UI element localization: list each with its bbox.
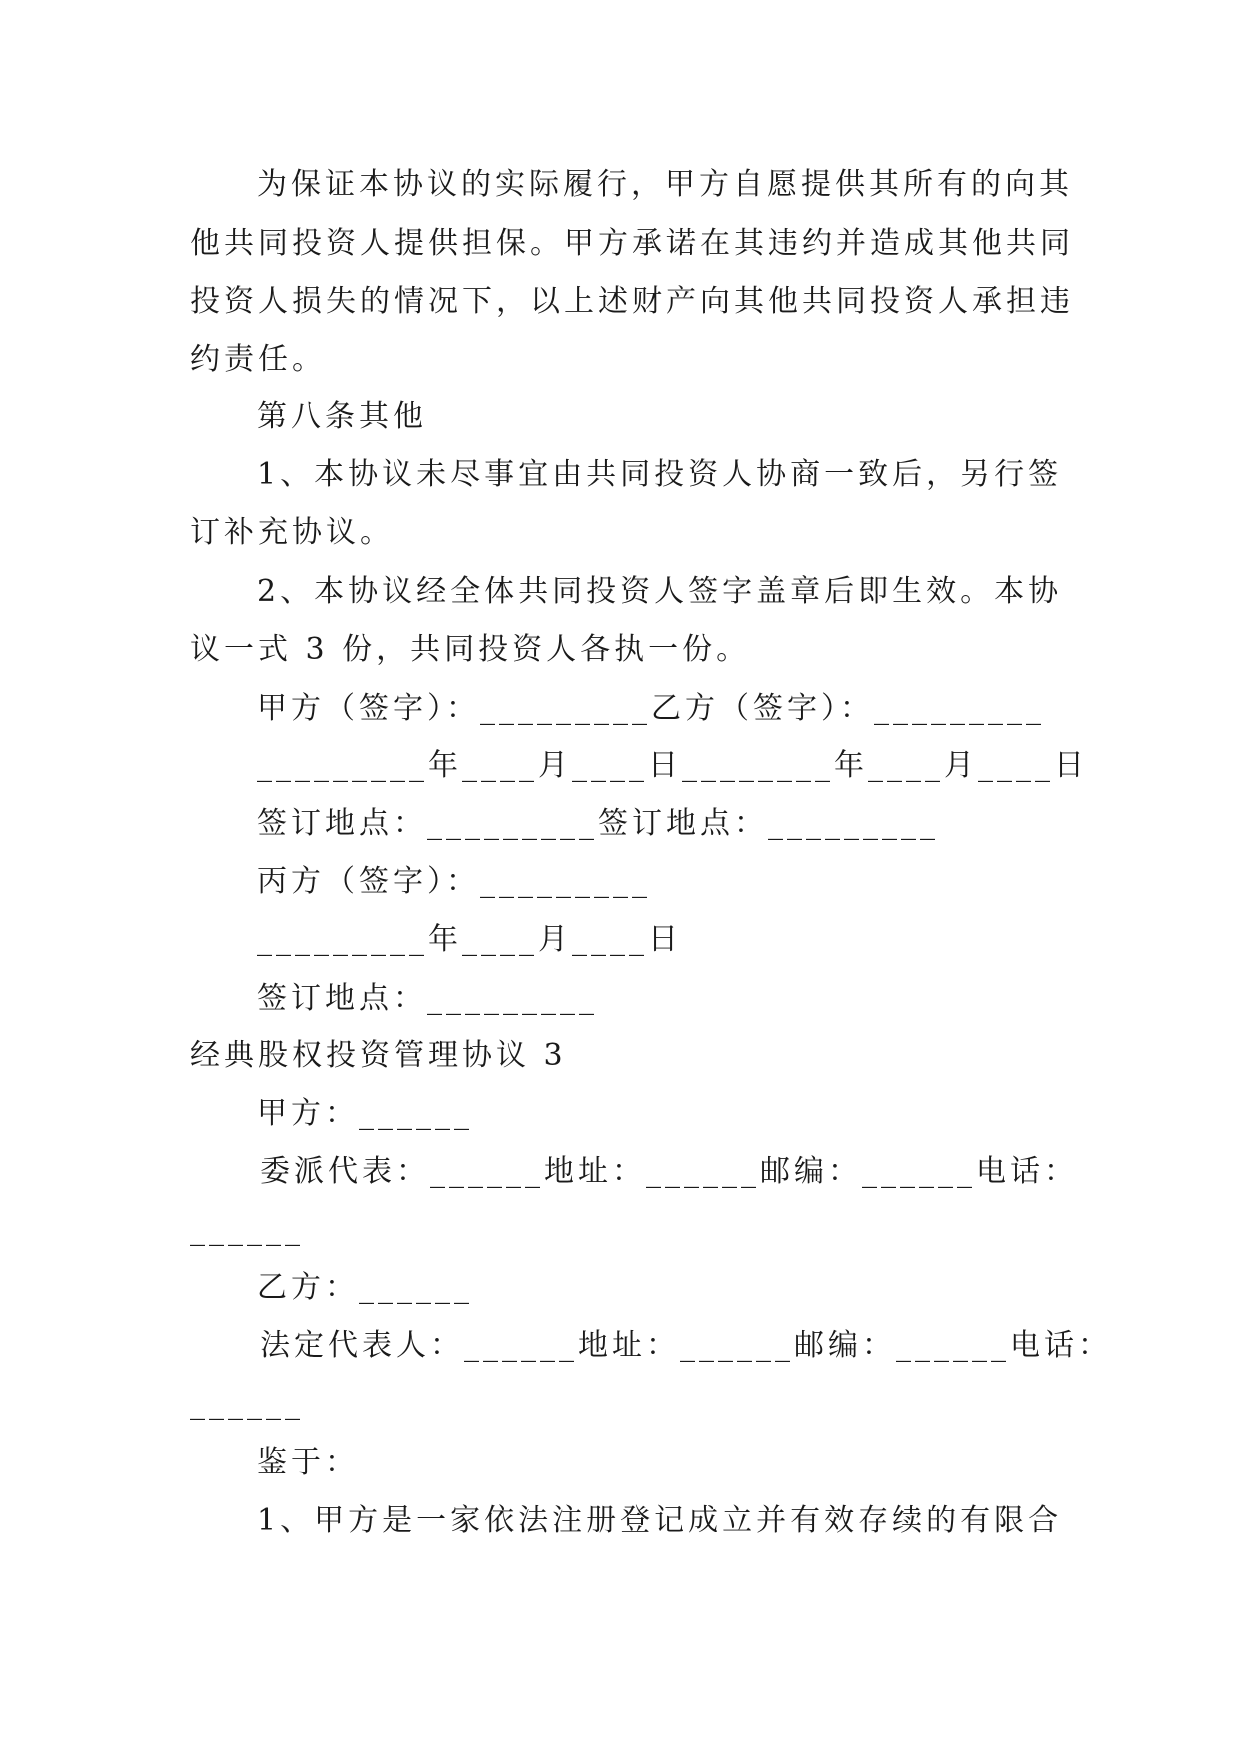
agreement-3-party-a-phone-blank: ______: [190, 1212, 304, 1247]
agreement-3-whereas-item-1: 1、甲方是一家依法注册登记成立并有效存续的有限合: [257, 1503, 1063, 1538]
paragraph-guarantee-line-4: 约责任。: [190, 342, 326, 377]
signature-party-c: 丙方（签字）：_________: [257, 864, 651, 899]
signature-place-c: 签订地点：_________: [257, 981, 598, 1016]
agreement-3-title: 经典股权投资管理协议 3: [190, 1038, 567, 1073]
agreement-3-party-a: 甲方：______: [257, 1096, 473, 1131]
paragraph-guarantee-line-1: 为保证本协议的实际履行，甲方自愿提供其所有的向其: [257, 167, 1073, 202]
article-8-item-2-line-1: 2、本协议经全体共同投资人签字盖章后即生效。本协: [257, 574, 1063, 609]
paragraph-guarantee-line-3: 投资人损失的情况下，以上述财产向其他共同投资人承担违: [190, 284, 1074, 319]
signature-date-c: _________年____月____日: [257, 922, 682, 957]
article-8-item-2-line-2: 议一式 3 份，共同投资人各执一份。: [190, 632, 751, 667]
agreement-3-party-b: 乙方：______: [257, 1270, 473, 1305]
paragraph-guarantee-line-2: 他共同投资人提供担保。甲方承诺在其违约并造成其他共同: [190, 226, 1074, 261]
signature-place-a-b: 签订地点：_________签订地点：_________: [257, 806, 939, 841]
signature-date-a-b: _________年____月____日________年____月____日: [257, 748, 1088, 783]
agreement-3-whereas: 鉴于：: [257, 1445, 359, 1480]
agreement-3-party-a-details: 委派代表：______地址：______邮编：______电话：: [260, 1154, 1078, 1189]
article-8-item-1-line-2: 订补充协议。: [190, 515, 394, 550]
article-8-item-1-line-1: 1、本协议未尽事宜由共同投资人协商一致后，另行签: [257, 457, 1063, 492]
agreement-3-party-b-details: 法定代表人：______地址：______邮编：______电话：: [260, 1328, 1112, 1363]
agreement-3-party-b-phone-blank: ______: [190, 1386, 304, 1421]
signature-party-a-b: 甲方（签字）：_________乙方（签字）：_________: [257, 691, 1045, 726]
article-8-heading: 第八条其他: [257, 399, 427, 434]
